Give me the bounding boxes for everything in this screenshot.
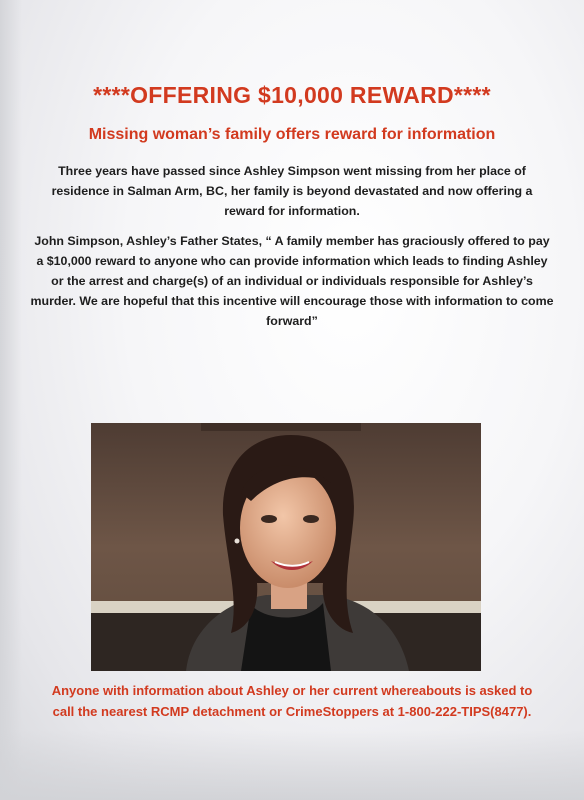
missing-person-photo — [91, 423, 481, 671]
reward-headline: ****OFFERING $10,000 REWARD**** — [93, 82, 491, 108]
intro-paragraph: Three years have passed since Ashley Simpson went missing from her place of residence in Salman Arm, BC, her family is beyond devastated and now offering a reward for information. — [51, 164, 533, 218]
screen-edge-shadow — [0, 0, 22, 800]
father-quote-paragraph: John Simpson, Ashley’s Father States, “ A family member has graciously offered to pay a $10,000 reward to anyone who can provide information which leads to finding Ashley or the arrest and charge(s) of an individual or individuals responsible for Ashley’s murder. We are hopeful that this incentive will encourage those with information to come forward” — [30, 234, 554, 328]
subheadline: Missing woman’s family offers reward for information — [88, 126, 496, 143]
screen-bottom-shadow — [0, 730, 584, 800]
contact-info: Anyone with information about Ashley or her current whereabouts is asked to call the nearest RCMP detachment or CrimeStoppers at 1-800-222-TIPS(8477). — [51, 683, 533, 719]
